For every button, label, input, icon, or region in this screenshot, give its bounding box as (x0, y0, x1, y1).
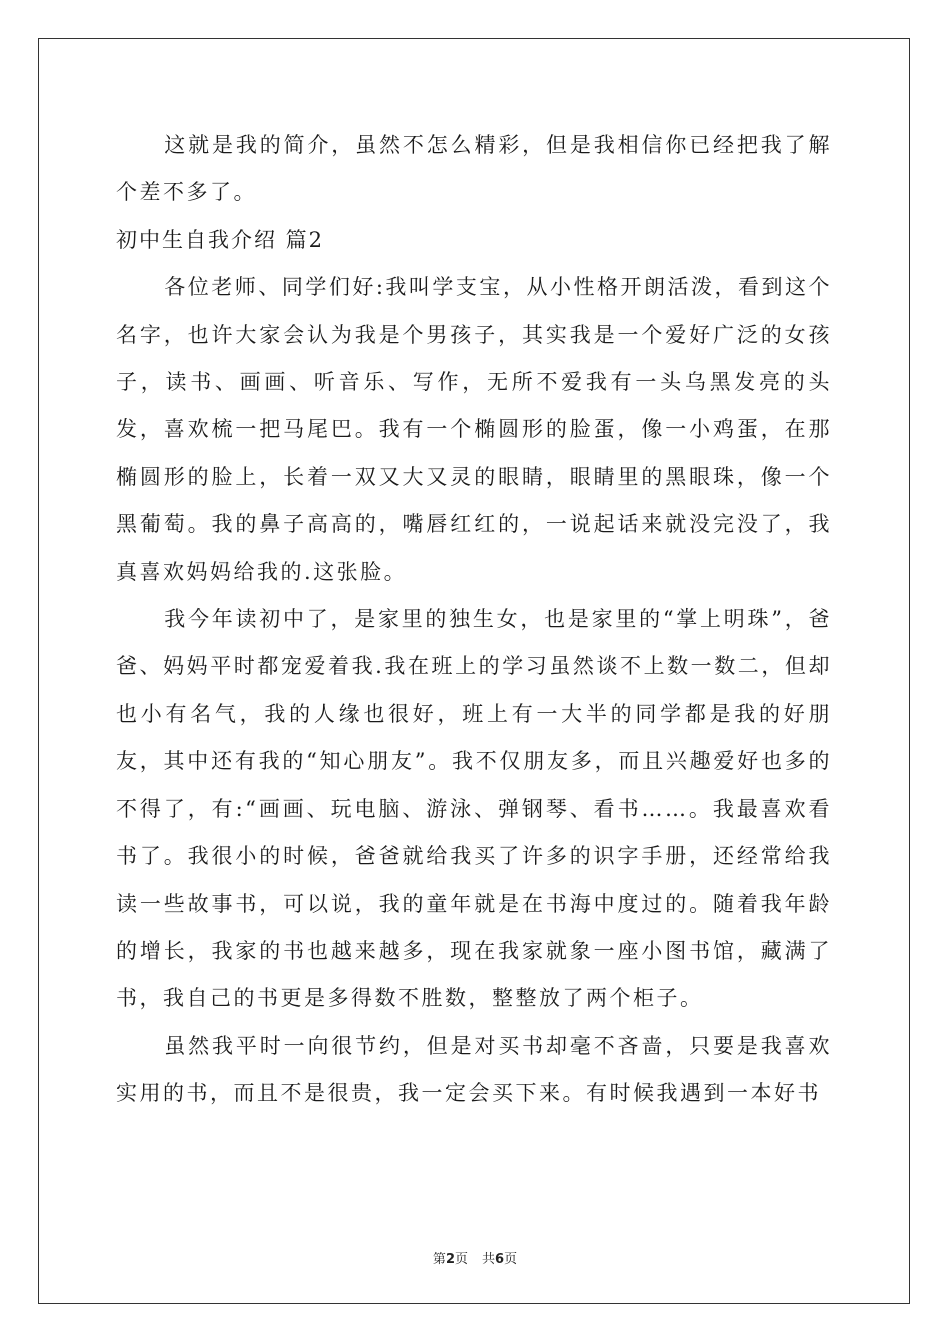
paragraph-intro-ending: 这就是我的简介，虽然不怎么精彩，但是我相信你已经把我了解个差不多了。 (116, 133, 832, 205)
paragraph-buying-books: 虽然我平时一向很节约，但是对买书却毫不吝啬，只要是我喜欢实用的书，而且不是很贵，我一定会买下来。有时候我遇到一本好书 (116, 1033, 832, 1106)
paragraph-family-and-hobbies: 我今年读初中了，是家里的独生女，也是家里的“掌上明珠”，爸爸、妈妈平时都宠爱着我.我在班上的学习虽然谈不上数一数二，但却也小有名气，我的人缘也很好，班上有一大半的同学都是我的好朋友，其中还有我的“知心朋友”。我不仅朋友多，而且兴趣爱好也多的不得了，有:“画画、玩电脑、游泳、弹钢琴、看书……。我最喜欢看书了。我很小的时候，爸爸就给我买了许多的识字手册，还经常给我读一些故事书，可以说，我的童年就是在书海中度过的。随着我年龄的增长，我家的书也越来越多，现在我家就象一座小图书馆，藏满了书，我自己的书更是多得数不胜数，整整放了两个柜子。 (116, 607, 832, 1011)
page-label-prefix: 第 (432, 1252, 446, 1267)
section-heading: 初中生自我介绍 篇2 (116, 227, 325, 252)
total-label-prefix: 共 (482, 1252, 496, 1267)
total-label-suffix: 页 (504, 1252, 518, 1267)
document-body (116, 122, 832, 1118)
page-label-suffix: 页 (454, 1252, 468, 1267)
total-pages: 6 (495, 1252, 505, 1267)
page-footer (0, 1248, 950, 1267)
paragraph-self-description: 各位老师、同学们好:我叫学支宝，从小性格开朗活泼，看到这个名字，也许大家会认为我是个男孩子，其实我是一个爱好广泛的女孩子，读书、画画、听音乐、写作，无所不爱我有一头乌黑发亮的头发，喜欢梳一把马尾巴。我有一个椭圆形的脸蛋，像一小鸡蛋，在那椭圆形的脸上，长着一双又大又灵的眼睛，眼睛里的黑眼珠，像一个黑葡萄。我的鼻子高高的，嘴唇红红的，一说起话来就没完没了，我真喜欢妈妈给我的.这张脸。 (116, 275, 832, 584)
page-number: 2 (445, 1252, 455, 1267)
